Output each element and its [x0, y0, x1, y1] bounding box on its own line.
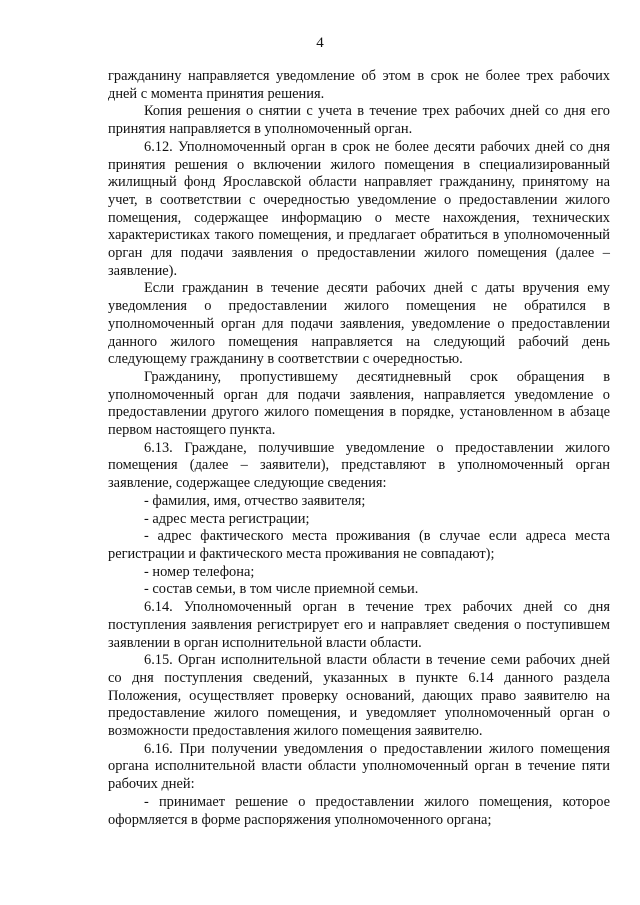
paragraph-continuation: гражданину направляется уведомление об этом в срок не более трех рабочих дней с момента принятия решения. [108, 68, 610, 102]
document-body [108, 68, 610, 829]
paragraph-missed-deadline: Гражданину, пропустившему десятидневный срок обращения в уполномоченный орган для подачи заявления, направляется уведомление о предоставлении другого жилого помещения в порядке, установленном в абзаце первом настоящего пункта. [108, 368, 610, 439]
paragraph-no-appeal: Если гражданин в течение десяти рабочих дней с даты вручения ему уведомления о предоставлении жилого помещения не обратился в уполномоченный орган для подачи заявления, уведомление о предоставлении данного жилого помещения направляется на следующий рабочий день следующему гражданину в соответствии с очередностью. [108, 280, 610, 368]
list-item-family: - состав семьи, в том числе приемной семьи. [144, 581, 419, 598]
page-number: 4 [316, 35, 324, 51]
paragraph-6-12: 6.12. Уполномоченный орган в срок не более десяти рабочих дней со дня принятия решения о включении жилого помещения в специализированный жилищный фонд Ярославской области направляет гражданину, принятому на учет, в соответствии с очередностью уведомление о предоставлении жилого помещения, содержащее информацию о месте нахождения, технических характеристиках такого помещения, и предлагает обратиться в уполномоченный орган для подачи заявления о предоставлении жилого помещения (далее – заявление). [108, 138, 610, 279]
list-item-actual-address: - адрес фактического места проживания (в случае если адреса места регистрации и фактического места проживания не совпадают); [108, 528, 610, 562]
list-item-registration: - адрес места регистрации; [144, 510, 310, 527]
paragraph-6-14: 6.14. Уполномоченный орган в течение трех рабочих дней со дня поступления заявления регистрирует его и направляет сведения о поступившем заявлении в орган исполнительной власти области. [108, 599, 610, 651]
paragraph-6-16: 6.16. При получении уведомления о предоставлении жилого помещения органа исполнительной власти области уполномоченный орган в течение пяти рабочих дней: [108, 740, 610, 793]
list-item-decision: - принимает решение о предоставлении жилого помещения, которое оформляется в форме распоряжения уполномоченного органа; [108, 793, 610, 828]
paragraph-6-15: 6.15. Орган исполнительной власти области в течение семи рабочих дней со дня поступления сведений, указанных в пункте 6.14 данного раздела Положения, осуществляет проверку оснований, дающих право заявителю на предоставление жилого помещения, и уведомляет уполномоченный орган о возможности предоставления жилого помещения заявителю. [108, 652, 610, 740]
paragraph-copy-decision: Копия решения о снятии с учета в течение трех рабочих дней со дня его принятия направляется в уполномоченный орган. [108, 103, 610, 138]
list-item-name: - фамилия, имя, отчество заявителя; [144, 492, 366, 509]
list-item-phone: - номер телефона; [144, 563, 255, 580]
paragraph-6-13: 6.13. Граждане, получившие уведомление о предоставлении жилого помещения (далее – заявители), представляют в уполномоченный орган заявление, содержащее следующие сведения: [108, 439, 610, 492]
